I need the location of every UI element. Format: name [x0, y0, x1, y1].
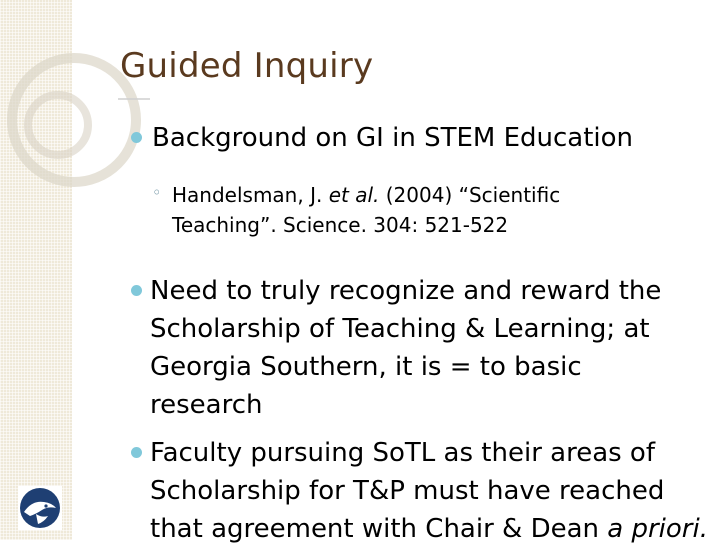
bullet-line: Need to truly recognize and reward the — [150, 276, 662, 306]
bullet-line: research — [150, 390, 263, 420]
bullet-dot — [131, 447, 142, 458]
citation-line2: Teaching”. Science. 304: 521-522 — [172, 213, 509, 237]
citation-author: Handelsman, J. — [172, 183, 329, 207]
slide-title: Guided Inquiry — [120, 46, 374, 86]
bullet-dot — [131, 285, 142, 296]
eagle-logo-icon — [18, 486, 62, 530]
bullet-dot — [131, 132, 142, 143]
bullet-line: Scholarship for T&P must have reached — [150, 476, 665, 506]
bullet-item — [150, 272, 661, 424]
bullet-line: Scholarship of Teaching & Learning; at — [150, 314, 650, 344]
bullet-line: that agreement with Chair & Dean — [150, 514, 608, 544]
bullet-italic: a priori. — [607, 514, 708, 544]
citation-etal: et al. — [328, 183, 380, 207]
ring-bullet-icon: ◦ — [152, 183, 162, 202]
bullet-line: Georgia Southern, it is = to basic — [150, 352, 582, 382]
citation-year-title: (2004) “Scientific — [379, 183, 561, 207]
sub-bullet-item — [172, 180, 560, 240]
bullet-text: Background on GI in STEM Education — [152, 123, 634, 153]
bullet-line: Faculty pursuing SoTL as their areas of — [150, 438, 655, 468]
decorative-circles — [0, 0, 150, 200]
bullet-item — [150, 434, 708, 548]
bullet-item — [152, 119, 633, 157]
